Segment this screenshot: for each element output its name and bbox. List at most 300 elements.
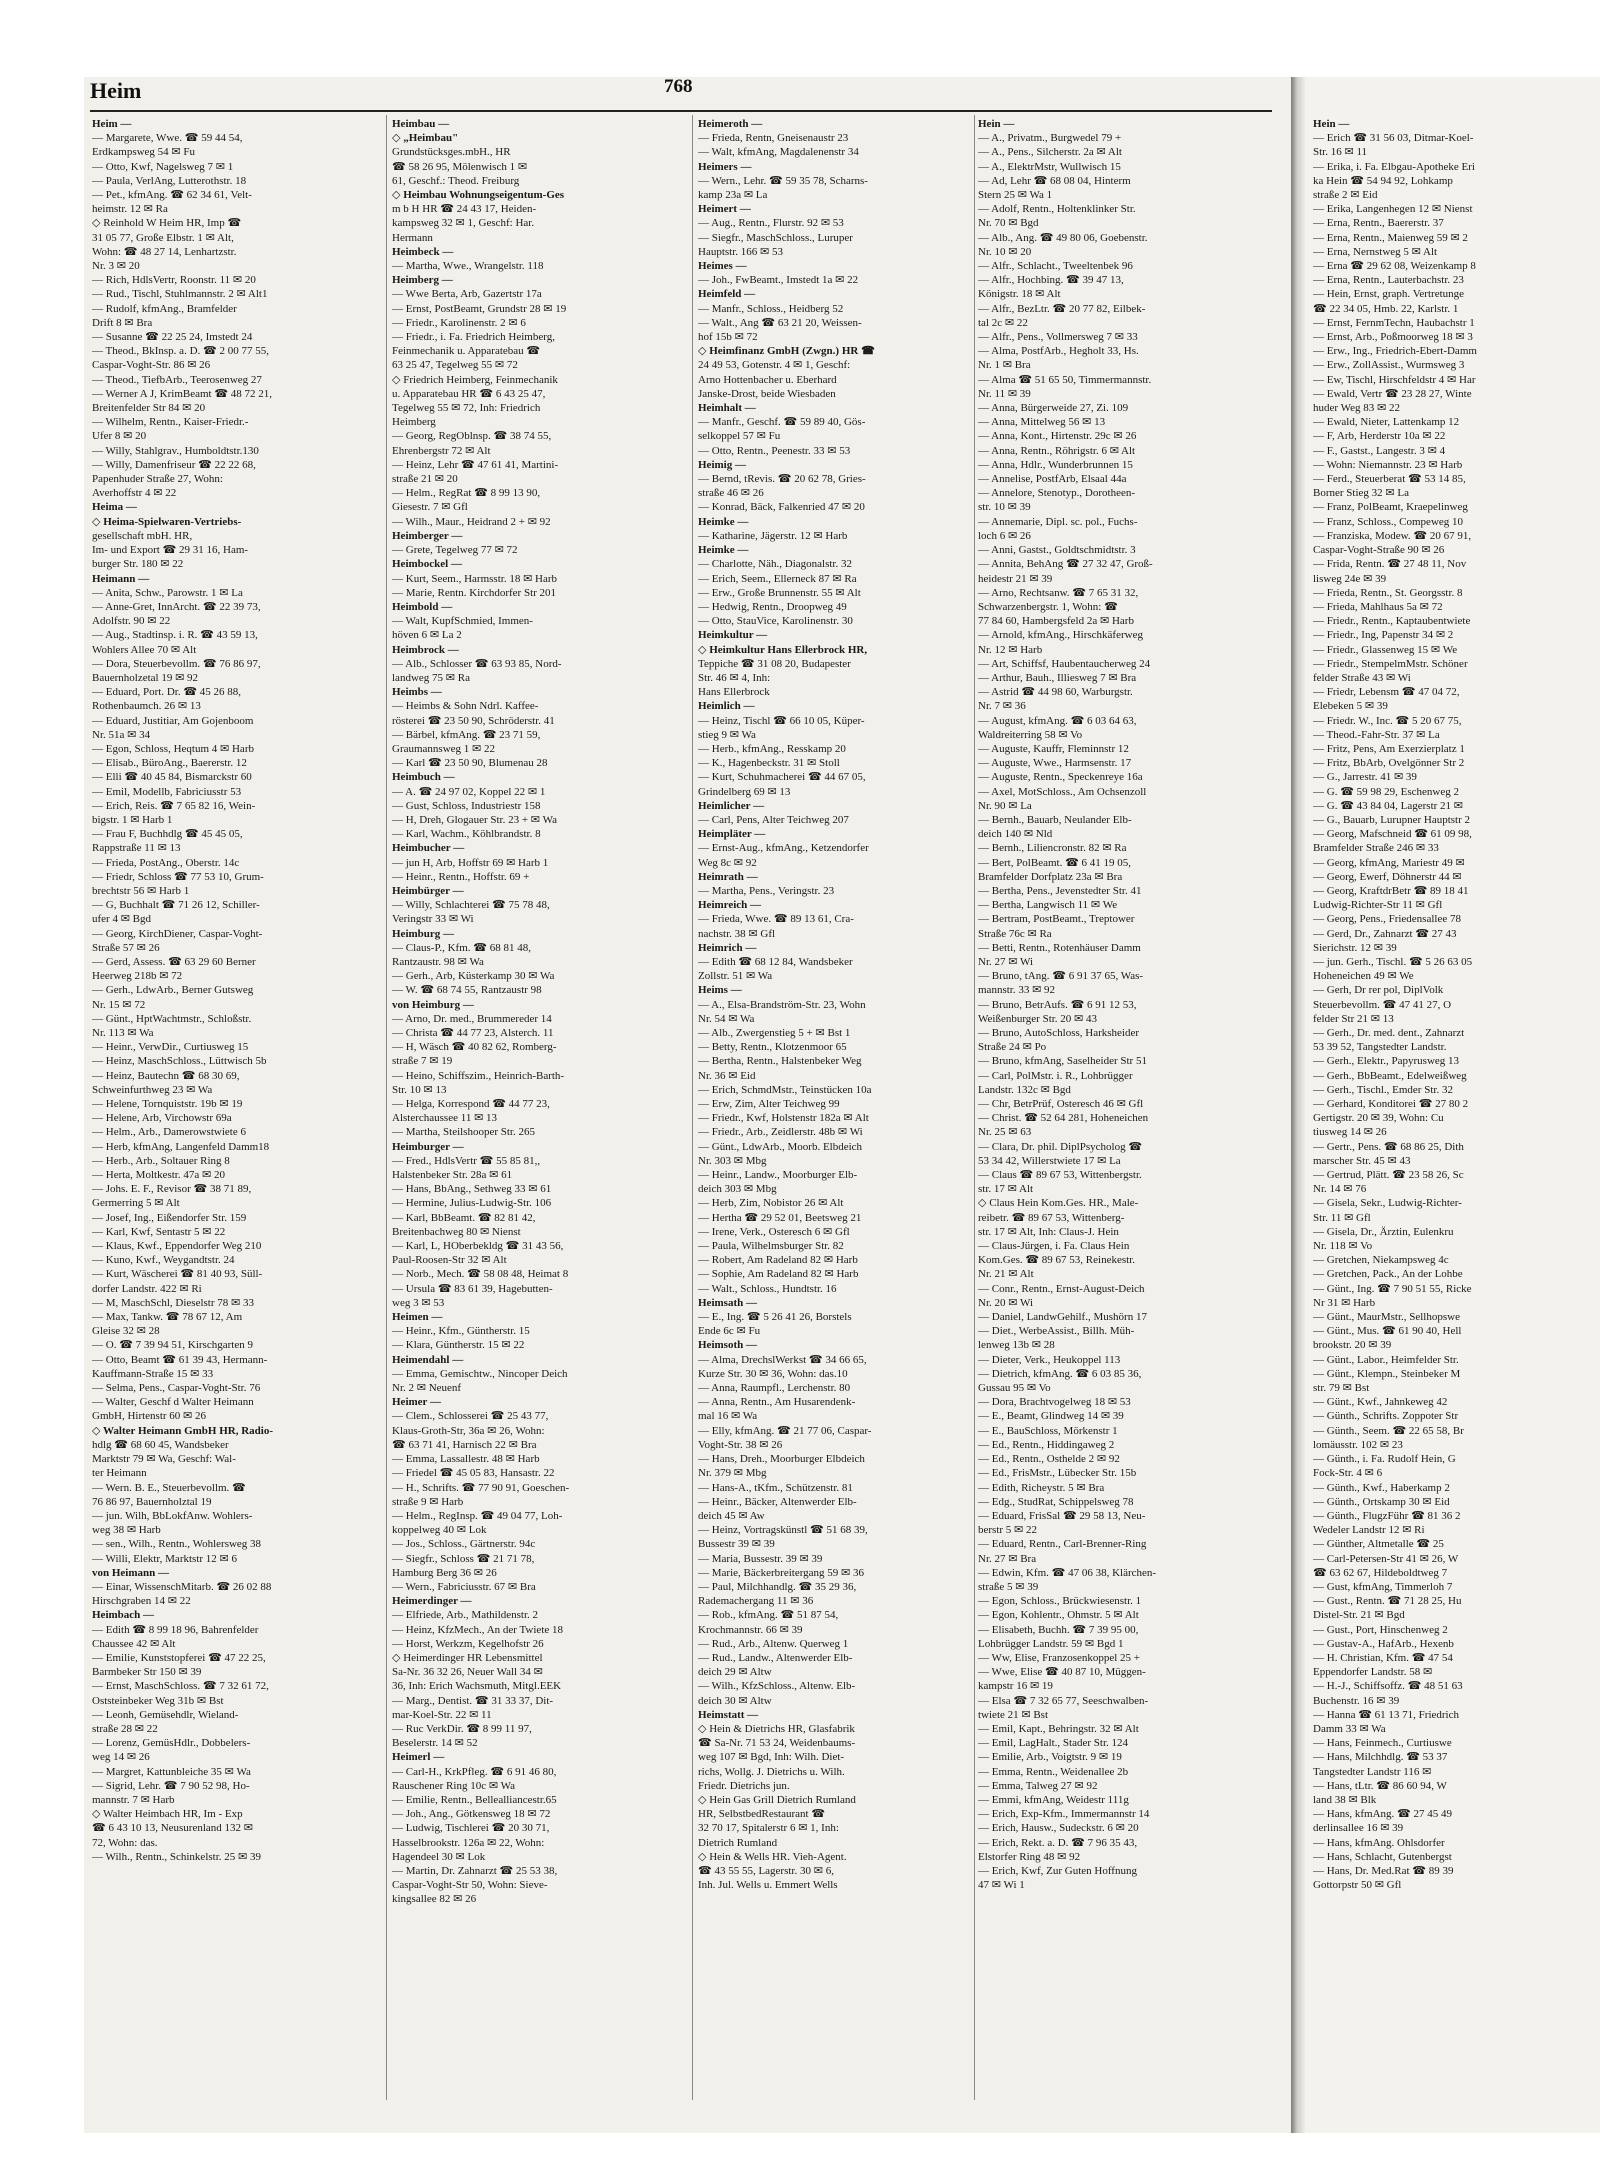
directory-entry: — Alfr., Pens., Vollmersweg 7 ✉ 33 — [978, 331, 1138, 344]
directory-entry: Hein — — [978, 118, 1015, 130]
directory-entry: — Bertha, Langwisch 11 ✉ We — [978, 899, 1118, 912]
directory-entry: — H.-J., Schiffsoffz. ☎ 48 51 63 — [1313, 1680, 1463, 1693]
directory-entry: Nr. 15 ✉ 72 — [92, 998, 146, 1011]
directory-entry: lenweg 13b ✉ 28 — [978, 1339, 1055, 1352]
directory-entry: — Friedr., Kwf, Holstenstr 182a ✉ Alt — [698, 1112, 869, 1125]
directory-entry: — Erw., Ing., Friedrich-Ebert-Damm — [1313, 345, 1477, 358]
header-rule — [90, 110, 1272, 112]
directory-entry: stieg 9 ✉ Wa — [698, 728, 756, 741]
directory-entry: — Emma, Rentn., Weidenallee 2b — [978, 1765, 1129, 1778]
directory-entry: — A., Elsa-Brandström-Str. 23, Wohn — [698, 998, 866, 1011]
directory-entry: — H. Christian, Kfm. ☎ 47 54 — [1313, 1651, 1453, 1664]
directory-entry: Hirschgraben 14 ✉ 22 — [92, 1595, 191, 1608]
directory-entry: — Fritz, Pens, Am Exerzierplatz 1 — [1313, 742, 1465, 755]
directory-entry: — August, kfmAng. ☎ 6 03 64 63, — [978, 714, 1137, 727]
directory-entry: — Ernst, Arb., Poßmoorweg 18 ✉ 3 — [1313, 331, 1473, 344]
directory-entry: Hoheneichen 49 ✉ We — [1313, 970, 1414, 983]
directory-entry: — Christa ☎ 44 77 23, Alsterch. 11 — [392, 1027, 554, 1039]
directory-entry: landweg 75 ✉ Ra — [392, 671, 470, 684]
directory-entry: — Anna, Hdlr., Wunderbrunnen 15 — [978, 458, 1133, 471]
directory-entry: Graumannsweg 1 ✉ 22 — [392, 742, 496, 755]
directory-entry: — Wilh., KfzSchloss., Altenw. Elb- — [698, 1680, 856, 1693]
directory-entry: Nr. 36 ✉ Eid — [698, 1069, 756, 1082]
directory-entry: — Anna, Rentn., Am Husarendenk- — [698, 1396, 856, 1409]
directory-entry: — Karl, L, HOberbekldg ☎ 31 43 56, — [392, 1240, 564, 1253]
directory-entry: — Heino, Schiffszim., Heinrich-Barth- — [392, 1069, 565, 1082]
directory-entry: — Rud., Tischl, Stuhlmannstr. 2 ✉ Alt1 — [92, 288, 268, 301]
directory-entry: ◇ Hein & Dietrichs HR, Glasfabrik — [698, 1722, 855, 1735]
directory-entry: — Günt., Klempn., Steinbeker M — [1313, 1367, 1461, 1380]
directory-entry: — Elisab., BüroAng., Baererstr. 12 — [92, 757, 247, 770]
directory-entry: — Friedr., Karolinenstr. 2 ✉ 6 — [392, 316, 526, 329]
directory-entry: Heimig — — [698, 458, 746, 471]
directory-entry: — Otto, Rentn., Peenestr. 33 ✉ 53 — [698, 444, 851, 457]
directory-entry: Heimburg — — [392, 927, 455, 940]
directory-entry: Heimlich — — [698, 700, 755, 713]
directory-entry: — G, Buchhalt ☎ 71 26 12, Schiller- — [92, 899, 260, 912]
directory-entry: — Hanna ☎ 61 13 71, Friedrich — [1313, 1708, 1459, 1721]
directory-entry: lisweg 24e ✉ 39 — [1313, 572, 1387, 585]
directory-entry: — G. ☎ 59 98 29, Eschenweg 2 — [1313, 785, 1459, 798]
directory-entry: — Aug., Rentn., Flurstr. 92 ✉ 53 — [698, 217, 844, 230]
directory-entry: — Theod.-Fahr-Str. 37 ✉ La — [1313, 728, 1440, 741]
directory-entry: — Günth., FlugzFühr ☎ 81 36 2 — [1313, 1509, 1461, 1522]
directory-entry: — Walt., Ang ☎ 63 21 20, Weissen- — [698, 316, 862, 329]
directory-entry: — Horst, Werkzm, Kegelhofstr 26 — [392, 1637, 544, 1650]
directory-entry: ◇ Walter Heimbach HR, Im - Exp — [92, 1808, 243, 1821]
directory-entry: — Johs. E. F., Revisor ☎ 38 71 89, — [92, 1183, 252, 1196]
directory-entry: — Ernst, MaschSchloss. ☎ 7 32 61 72, — [92, 1680, 269, 1693]
directory-entry: ◇ „Heimbau" — [392, 132, 459, 145]
directory-entry: weg 38 ✉ Harb — [92, 1524, 161, 1537]
directory-entry: — Egon, Schloss, Heqtum 4 ✉ Harb — [92, 742, 254, 755]
directory-entry: — Martin, Dr. Zahnarzt ☎ 25 53 38, — [392, 1864, 558, 1877]
directory-entry: — Heinz, Bautechn ☎ 68 30 69, — [92, 1069, 240, 1082]
directory-entry: — Günth., i. Fa. Rudolf Hein, G — [1313, 1453, 1456, 1466]
directory-entry: Weißenburger Str. 20 ✉ 43 — [978, 1012, 1098, 1025]
directory-entry: — Friedr., Ing, Papenstr 34 ✉ 2 — [1313, 629, 1454, 642]
directory-entry: rösterei ☎ 23 50 90, Schröderstr. 41 — [392, 714, 555, 727]
directory-column-3 — [698, 117, 982, 2107]
directory-entry: — Heimbs & Sohn Ndrl. Kaffee- — [392, 700, 539, 713]
directory-entry: Schwarzenbergstr. 1, Wohn: ☎ — [978, 600, 1118, 613]
directory-entry: — Gerh., Dr. med. dent., Zahnarzt — [1313, 1027, 1465, 1039]
directory-entry: Janske-Drost, beide Wiesbaden — [698, 387, 836, 400]
directory-entry: — Paula, VerlAng, Lutterothstr. 18 — [92, 174, 247, 187]
directory-entry: Chaussee 42 ✉ Alt — [92, 1637, 176, 1650]
directory-entry: Marktstr 79 ✉ Wa, Geschf: Wal- — [92, 1453, 236, 1466]
directory-entry: — Georg, KirchDiener, Caspar-Voght- — [92, 927, 263, 940]
directory-entry: — Theod., TiefbArb., Teerosenweg 27 — [92, 373, 262, 386]
directory-entry: — Joh., Ang., Götkensweg 18 ✉ 72 — [392, 1808, 551, 1821]
directory-entry: ka Hein ☎ 54 94 92, Lohkamp — [1313, 174, 1453, 187]
directory-entry: Heimberg — [392, 416, 436, 429]
directory-entry: weg 14 ✉ 26 — [92, 1751, 150, 1764]
directory-entry: Heimberg — — [392, 274, 453, 287]
directory-entry: Hermann — [392, 231, 433, 244]
directory-entry: — Katharine, Jägerstr. 12 ✉ Harb — [698, 529, 848, 542]
directory-entry: — Heinz, Tischl ☎ 66 10 05, Küper- — [698, 714, 865, 727]
directory-entry: berstr 5 ✉ 22 — [978, 1524, 1038, 1537]
directory-entry: Tangstedter Landstr 116 ✉ — [1313, 1765, 1432, 1778]
directory-entry: — Gisela, Dr., Ärztin, Eulenkru — [1313, 1225, 1454, 1238]
directory-entry: kampstr 16 ✉ 19 — [978, 1680, 1053, 1693]
directory-entry: — Gertrud, Plätt. ☎ 23 58 26, Sc — [1313, 1169, 1464, 1182]
directory-entry: Heimberger — — [392, 529, 463, 542]
directory-entry: Heimbs — — [392, 686, 442, 699]
directory-entry: — Helm., RegInsp. ☎ 49 04 77, Loh- — [392, 1509, 563, 1522]
directory-entry: — Lorenz, GemüsHdlr., Dobbelers- — [92, 1737, 251, 1750]
directory-entry: — Hans, Dreh., Moorburger Elbdeich — [698, 1453, 865, 1466]
directory-entry: — Elly, kfmAng. ☎ 21 77 06, Caspar- — [698, 1424, 872, 1437]
directory-entry: straße 7 ✉ 19 — [392, 1055, 453, 1068]
directory-entry: — Emil, LagHalt., Stader Str. 124 — [978, 1737, 1129, 1750]
directory-entry: 77 84 60, Hambergsfeld 2a ✉ Harb — [978, 615, 1134, 628]
directory-entry: — Willy, Schlachterei ☎ 75 78 48, — [392, 899, 550, 912]
directory-entry: Nr. 303 ✉ Mbg — [698, 1154, 767, 1167]
directory-entry: — F., Gastst., Langestr. 3 ✉ 4 — [1313, 444, 1446, 457]
directory-entry: — Bruno, kfmAng, Saselheider Str 51 — [978, 1055, 1147, 1068]
directory-entry: Nr. 118 ✉ Vo — [1313, 1240, 1373, 1253]
directory-entry: — Pet., kfmAng. ☎ 62 34 61, Velt- — [92, 189, 252, 202]
directory-entry: — Ewald, Nieter, Lattenkamp 12 — [1313, 416, 1460, 429]
directory-entry: — Emmi, kfmAng, Weidestr 111g — [978, 1793, 1129, 1806]
directory-entry: ☎ 6 43 10 13, Neusurenland 132 ✉ — [92, 1822, 254, 1835]
directory-entry: — Erna, Rentn., Baererstr. 37 — [1313, 217, 1444, 230]
directory-entry: — Arno, Dr. med., Brummereder 14 — [392, 1012, 552, 1025]
directory-entry: — Annelore, Stenotyp., Dorotheen- — [978, 487, 1136, 500]
directory-entry: — Günt., LdwArb., Moorb. Elbdeich — [698, 1140, 863, 1153]
directory-entry: Rantzaustr. 98 ✉ Wa — [392, 955, 484, 968]
directory-entry: — Eduard, Rentn., Carl-Brenner-Ring — [978, 1538, 1147, 1551]
directory-entry: Heimsoth — — [698, 1339, 757, 1352]
directory-entry: — Auguste, Kauffr, Fleminnstr 12 — [978, 742, 1129, 755]
directory-entry: — Carl-Petersen-Str 41 ✉ 26, W — [1313, 1552, 1459, 1565]
directory-entry: Heimkultur — — [698, 629, 768, 642]
directory-entry: kamp 23a ✉ La — [698, 189, 768, 202]
directory-entry: — Günt., Labor., Heimfelder Str. — [1313, 1353, 1459, 1366]
directory-entry: Giesestr. 7 ✉ Gfl — [392, 501, 468, 514]
directory-entry: — Daniel, LandwGehilf., Mushörn 17 — [978, 1311, 1147, 1324]
directory-entry: — Herb, Zim, Nobistor 26 ✉ Alt — [698, 1197, 844, 1210]
directory-entry: hdlg ☎ 68 60 45, Wandsbeker — [92, 1438, 229, 1451]
directory-entry: — Wern. B. E., Steuerbevollm. ☎ — [92, 1481, 246, 1494]
directory-entry: — Claus ☎ 89 67 53, Wittenbergstr. — [978, 1169, 1142, 1182]
directory-entry: Heimpläter — — [698, 828, 766, 841]
directory-entry: Bramfelder Straße 246 ✉ 33 — [1313, 842, 1439, 855]
directory-entry: Erdkampsweg 54 ✉ Fu — [92, 146, 196, 159]
directory-entry: — Wwe Berta, Arb, Gazertstr 17a — [392, 288, 542, 301]
directory-entry: deich 29 ✉ Altw — [698, 1666, 772, 1679]
directory-entry: — Georg, Pens., Friedensallee 78 — [1313, 913, 1461, 926]
directory-entry: ◇ Reinhold W Heim HR, Imp ☎ — [92, 217, 242, 230]
directory-entry: — Hans, Feinmech., Curtiuswe — [1313, 1737, 1452, 1750]
directory-entry: — Herb., kfmAng., Resskamp 20 — [698, 742, 846, 755]
directory-entry: — Wern., Lehr. ☎ 59 35 78, Scharns- — [698, 174, 868, 187]
directory-entry: — Betty, Rentn., Klotzenmoor 65 — [698, 1041, 847, 1054]
directory-entry: — Annemarie, Dipl. sc. pol., Fuchs- — [978, 515, 1138, 528]
directory-entry: — Ed., FrisMstr., Lübecker Str. 15b — [978, 1467, 1137, 1480]
directory-entry: — Ew, Tischl, Hirschfeldstr 4 ✉ Har — [1313, 373, 1476, 386]
directory-entry: — Ernst-Aug., kfmAng., Ketzendorfer — [698, 842, 869, 855]
directory-entry: Hamburg Berg 36 ✉ 26 — [392, 1566, 497, 1579]
directory-entry: huder Weg 83 ✉ 22 — [1313, 402, 1400, 415]
directory-entry: — Egon, Kohlentr., Ohmstr. 5 ✉ Alt — [978, 1609, 1139, 1622]
directory-entry: — Clem., Schlosserei ☎ 25 43 77, — [392, 1410, 549, 1423]
directory-entry: — Karl, BbBeamt. ☎ 82 81 42, — [392, 1211, 536, 1224]
directory-entry: — Emilie, Kunststopferei ☎ 47 22 25, — [92, 1651, 266, 1664]
directory-entry: Bramfelder Dorfplatz 23a ✉ Bra — [978, 870, 1123, 883]
directory-entry: — Emilie, Rentn., Belleallianсestr.65 — [392, 1793, 557, 1806]
directory-entry: — Annita, BehAng ☎ 27 32 47, Groß- — [978, 558, 1153, 571]
directory-entry: Nr. 51a ✉ 34 — [92, 728, 151, 741]
directory-entry: mal 16 ✉ Wa — [698, 1410, 758, 1423]
directory-entry: — Kurt, Schuhmacherei ☎ 44 67 05, — [698, 771, 866, 784]
directory-entry: ☎ 58 26 95, Mölenwisch 1 ✉ — [392, 160, 528, 173]
directory-entry: — Friedr, Schloss ☎ 77 53 10, Grum- — [92, 870, 264, 883]
directory-entry: — Georg, Mafschneid ☎ 61 09 98, — [1313, 828, 1472, 841]
directory-entry: Heimreich — — [698, 899, 762, 912]
directory-entry: Heimfeld — — [698, 288, 756, 301]
directory-entry: Nr. 7 ✉ 36 — [978, 700, 1026, 713]
directory-entry: — Friedr, Lebensm ☎ 47 04 72, — [1313, 686, 1460, 699]
directory-entry: — Georg, KraftdrBetr ☎ 89 18 41 — [1313, 884, 1469, 897]
directory-entry: — Heinr., Rentn., Hoffstr. 69 + — [392, 870, 530, 883]
directory-entry: Str. 11 ✉ Gfl — [1313, 1211, 1371, 1224]
directory-entry: burger Str. 180 ✉ 22 — [92, 558, 184, 571]
directory-entry: Gottorpstr 50 ✉ Gfl — [1313, 1879, 1402, 1892]
directory-entry: — Rud., Arb., Altenw. Querweg 1 — [698, 1637, 849, 1650]
directory-entry: — Werner A J, KrimBeamt ☎ 48 72 21, — [92, 387, 273, 400]
directory-column-1 — [92, 117, 378, 2107]
directory-entry: — Heinz, Vortragskünstl ☎ 51 68 39, — [698, 1524, 868, 1537]
directory-entry: Teppiche ☎ 31 08 20, Budapester — [698, 657, 851, 670]
directory-entry: — Ed., Rentn., Hiddingaweg 2 — [978, 1438, 1115, 1451]
directory-entry: kingsallee 82 ✉ 26 — [392, 1893, 477, 1906]
directory-entry: — Aug., Stadtinsp. i. R. ☎ 43 59 13, — [92, 629, 258, 642]
directory-entry: Nr. 27 ✉ Wi — [978, 955, 1034, 968]
directory-entry: Bussestr 39 ✉ 39 — [698, 1538, 775, 1551]
directory-entry: ☎ 63 62 67, Hildeboldtweg 7 — [1313, 1566, 1448, 1579]
directory-entry: — jun. Wilh, BbLokfAnw. Wohlers- — [92, 1509, 253, 1522]
directory-entry: — Helga, Korrespond ☎ 44 77 23, — [392, 1098, 550, 1111]
directory-entry: — Heinr., Landw., Moorburger Elb- — [698, 1169, 858, 1182]
directory-entry: Sa-Nr. 36 32 26, Neuer Wall 34 ✉ — [392, 1666, 543, 1679]
directory-entry: — Helene, Tornquiststr. 19b ✉ 19 — [92, 1098, 243, 1111]
directory-entry: Gleise 32 ✉ 28 — [92, 1325, 160, 1338]
directory-entry: lomäusstr. 102 ✉ 23 — [1313, 1438, 1403, 1451]
directory-entry: Klaus-Groth-Str, 36a ✉ 26, Wohn: — [392, 1424, 545, 1437]
directory-entry: Nr. 27 ✉ Bra — [978, 1552, 1037, 1565]
directory-entry: — Anni, Gastst., Goldtschmidtstr. 3 — [978, 544, 1136, 557]
directory-entry: Caspar-Voght-Str 50, Wohn: Sieve- — [392, 1879, 548, 1892]
directory-entry: — Axel, MotSchloss., Am Ochsenzoll — [978, 785, 1147, 798]
directory-column-4 — [978, 117, 1278, 2107]
directory-entry: — Erw, Zim, Alter Teichweg 99 — [698, 1098, 840, 1111]
directory-entry: straße 21 ✉ 20 — [392, 473, 458, 486]
directory-entry: Nr. 21 ✉ Alt — [978, 1268, 1034, 1281]
directory-entry: — Otto, Beamt ☎ 61 39 43, Hermann- — [92, 1353, 268, 1366]
directory-entry: Heimbürger — — [392, 884, 464, 897]
directory-entry: — Erich ☎ 31 56 03, Ditmar-Koel- — [1313, 132, 1474, 145]
directory-entry: — Alma ☎ 51 65 50, Timmermannstr. — [978, 373, 1152, 386]
directory-entry: Hein — — [1313, 118, 1350, 130]
directory-entry: Steuerbevollm. ☎ 47 41 27, O — [1313, 998, 1452, 1011]
directory-entry: Inh. Jul. Wells u. Emmert Wells — [698, 1879, 838, 1892]
directory-entry: Nr. 54 ✉ Wa — [698, 1012, 755, 1025]
directory-entry: selkoppel 57 ✉ Fu — [698, 430, 781, 443]
directory-entry: Straße 24 ✉ Po — [978, 1041, 1047, 1054]
directory-entry: Heimbrock — — [392, 643, 459, 656]
directory-entry: — Marg., Dentist. ☎ 31 33 37, Dit- — [392, 1694, 554, 1707]
directory-entry: — Bernh., Bauarb, Neulander Elb- — [978, 813, 1132, 826]
directory-entry: — Heinr., VerwDir., Curtiusweg 15 — [92, 1041, 249, 1054]
directory-entry: — Frieda, Rentn., St. Georgsstr. 8 — [1313, 586, 1463, 599]
directory-entry: — Sophie, Am Radeland 82 ✉ Harb — [698, 1268, 859, 1281]
directory-entry: ☎ 63 71 41, Harnisch 22 ✉ Bra — [392, 1438, 537, 1451]
directory-entry: — Gerd, Assess. ☎ 63 29 60 Berner — [92, 955, 256, 968]
directory-entry: — Max, Tankw. ☎ 78 67 12, Am — [92, 1311, 243, 1324]
directory-entry: Königstr. 18 ✉ Alt — [978, 288, 1061, 301]
directory-entry: — A., Pens., Silcherstr. 2a ✉ Alt — [978, 146, 1122, 159]
directory-entry: 63 25 47, Tegelweg 55 ✉ 72 — [392, 359, 518, 372]
directory-entry: Feinmechanik u. Apparatebau ☎ — [392, 345, 541, 358]
directory-entry: — Hedwig, Rentn., Droopweg 49 — [698, 600, 847, 613]
directory-entry: Buchenstr. 16 ✉ 39 — [1313, 1694, 1400, 1707]
directory-entry: Averhoffstr 4 ✉ 22 — [92, 487, 177, 500]
directory-entry: ◇ Hein Gas Grill Dietrich Rumland — [698, 1793, 856, 1806]
directory-entry: — Gretchen, Niekampsweg 4c — [1313, 1254, 1449, 1267]
directory-entry: ☎ 22 34 05, Hmb. 22, Karlstr. 1 — [1313, 302, 1459, 315]
directory-entry: Heimes — — [698, 260, 747, 273]
directory-entry: — Wilh., Maur., Heidrand 2 + ✉ 92 — [392, 515, 551, 528]
directory-entry: nachstr. 38 ✉ Gfl — [698, 927, 776, 940]
directory-entry: — Friedr., Glassenweg 15 ✉ We — [1313, 643, 1458, 656]
directory-entry: — Paul, Milchhandlg. ☎ 35 29 36, — [698, 1580, 857, 1593]
directory-entry: — Willi, Elektr, Marktstr 12 ✉ 6 — [92, 1552, 238, 1565]
directory-entry: — Ad, Lehr ☎ 68 08 04, Hinterm — [978, 174, 1131, 187]
directory-entry: — Gerh., Tischl., Emder Str. 32 — [1313, 1083, 1453, 1096]
directory-entry: weg 107 ✉ Bgd, Inh: Wilh. Diet- — [698, 1751, 845, 1764]
directory-entry: str. 17 ✉ Alt — [978, 1183, 1034, 1196]
directory-entry: — Bertha, Pens., Jevenstedter Str. 41 — [978, 884, 1142, 897]
directory-entry: land 38 ✉ Blk — [1313, 1793, 1377, 1806]
directory-entry: Heimann — — [92, 572, 150, 585]
directory-entry: straße 46 ✉ 26 — [698, 487, 764, 500]
directory-entry: ◇ Heimerdinger HR Lebensmittel — [392, 1651, 543, 1664]
directory-entry: Heimen — — [392, 1311, 443, 1324]
directory-entry: — Günth., Kwf., Haberkamp 2 — [1313, 1481, 1450, 1494]
directory-entry: Str. 16 ✉ 11 — [1313, 146, 1368, 159]
directory-entry: — Günt., MaurMstr., Sellhopswe — [1313, 1311, 1460, 1324]
running-head: Heim — [90, 78, 142, 103]
directory-entry: — A., Privatm., Burgwedel 79 + — [978, 132, 1122, 145]
directory-entry: mannstr. 7 ✉ Harb — [92, 1793, 175, 1806]
directory-entry: Heimstatt — — [698, 1708, 759, 1721]
directory-entry: — Gustav-A., HafArb., Hexenb — [1313, 1637, 1454, 1650]
directory-entry: — Erich, Hausw., Sudeckstr. 6 ✉ 20 — [978, 1822, 1139, 1835]
directory-entry: Nr 31 ✉ Harb — [1313, 1296, 1376, 1309]
directory-entry: — Erna, Rentn., Lauterbachstr. 23 — [1313, 274, 1464, 287]
directory-entry: — Maria, Bussestr. 39 ✉ 39 — [698, 1552, 823, 1565]
directory-entry: brechtstr 56 ✉ Harb 1 — [92, 884, 190, 897]
directory-entry: — Erich, Reis. ☎ 7 65 82 16, Wein- — [92, 799, 256, 812]
directory-entry: — Alb., Schlosser ☎ 63 93 85, Nord- — [392, 657, 562, 670]
directory-entry: — Gust., Port, Hinschenweg 2 — [1313, 1623, 1448, 1636]
directory-entry: — Martha, Pens., Veringstr. 23 — [698, 884, 835, 897]
directory-entry: Heimendahl — — [392, 1353, 464, 1366]
directory-entry: — Conr., Rentn., Ernst-August-Deich — [978, 1282, 1145, 1295]
directory-entry: Voght-Str. 38 ✉ 26 — [698, 1438, 783, 1451]
directory-entry: derlinsallee 16 ✉ 39 — [1313, 1822, 1404, 1835]
directory-entry: deich 303 ✉ Mbg — [698, 1183, 777, 1196]
directory-entry: — Egon, Schloss., Brückwiesenstr. 1 — [978, 1595, 1142, 1608]
directory-entry: — Wwe, Elise ☎ 40 87 10, Müggen- — [978, 1666, 1146, 1679]
directory-entry: — Gerh., BbBeamt., Edelweißweg — [1313, 1069, 1467, 1082]
directory-entry: — Auguste, Wwe., Harmsenstr. 17 — [978, 757, 1132, 770]
directory-entry: ☎ Sa-Nr. 71 53 24, Weidenbaums- — [698, 1737, 856, 1750]
directory-entry: — Art, Schiffsf, Haubentaucherweg 24 — [978, 657, 1151, 670]
directory-entry: Heimer — — [392, 1396, 441, 1409]
directory-entry: — Joh., FwBeamt., Imstedt 1a ✉ 22 — [698, 274, 859, 287]
directory-entry: — Friedr., StempelmMstr. Schöner — [1313, 657, 1468, 670]
directory-entry: — Günther, Altmetalle ☎ 25 — [1313, 1538, 1444, 1551]
directory-entry: Breitenbachweg 80 ✉ Nienst — [392, 1225, 521, 1238]
directory-entry: ufer 4 ✉ Bgd — [92, 913, 152, 926]
directory-entry: — Frieda, PostAng., Oberstr. 14c — [92, 856, 240, 869]
directory-entry: Halstenbeker Str. 28a ✉ 61 — [392, 1169, 513, 1182]
directory-entry: 53 34 42, Willerstwiete 17 ✉ La — [978, 1154, 1121, 1167]
directory-entry: Ludwig-Richter-Str 11 ✉ Gfl — [1313, 899, 1443, 912]
directory-entry: — Walt., Schloss., Hundtstr. 16 — [698, 1282, 837, 1295]
directory-entry: — Christ. ☎ 52 64 281, Hoheneichen — [978, 1112, 1149, 1125]
directory-entry: richs, Wollg. J. Dietrichs u. Wilh. — [698, 1765, 845, 1778]
directory-entry: Sierichstr. 12 ✉ 39 — [1313, 941, 1397, 954]
directory-entry: straße 28 ✉ 22 — [92, 1722, 158, 1735]
directory-entry: — Friedr. W., Inc. ☎ 5 20 67 75, — [1313, 714, 1462, 727]
directory-entry: — Emma, Lassallestr. 48 ✉ Harb — [392, 1453, 540, 1466]
directory-entry: — Gertr., Pens. ☎ 68 86 25, Dith — [1313, 1140, 1464, 1153]
directory-entry: Kom.Ges. ☎ 89 67 53, Reinekestr. — [978, 1254, 1135, 1267]
directory-entry: Nr. 379 ✉ Mbg — [698, 1467, 767, 1480]
directory-entry: — Günth., Seem. ☎ 22 65 58, Br — [1313, 1424, 1464, 1437]
directory-entry: — Hans, kfmAng. Ohlsdorfer — [1313, 1836, 1445, 1849]
directory-entry: — Karl ☎ 23 50 90, Blumenau 28 — [392, 757, 548, 770]
directory-entry: — Carl, Pens, Alter Teichweg 207 — [698, 813, 849, 826]
directory-entry: — Klaus, Kwf., Eppendorfer Weg 210 — [92, 1240, 262, 1253]
directory-entry: str. 17 ✉ Alt, Inh: Claus-J. Hein — [978, 1225, 1119, 1238]
directory-entry: — Jos., Schloss., Gärtnerstr. 94c — [392, 1538, 536, 1551]
directory-entry: — Alb., Zwergenstieg 5 + ✉ Bst 1 — [698, 1027, 851, 1039]
directory-entry: — Friedr., Rentn., Kaptaubentwiete — [1313, 615, 1471, 628]
directory-entry: — Georg, RegOblnsp. ☎ 38 74 55, — [392, 430, 552, 443]
directory-entry: — Klara, Güntherstr. 15 ✉ 22 — [392, 1339, 525, 1352]
directory-entry: Barmbeker Str 150 ✉ 39 — [92, 1666, 202, 1679]
book-gutter — [1291, 77, 1305, 2133]
directory-entry: — Erw., ZollAssist., Wurmsweg 3 — [1313, 359, 1465, 372]
directory-entry: Gertigstr. 20 ✉ 39, Wohn: Cu — [1313, 1112, 1444, 1125]
directory-entry: ter Heimann — [92, 1467, 147, 1480]
directory-entry: — Gerh., Elektr., Papyrusweg 13 — [1313, 1055, 1460, 1068]
directory-entry: Dietrich Rumland — [698, 1836, 778, 1849]
directory-entry: Heimburger — — [392, 1140, 464, 1153]
directory-entry: Hasselbrookstr. 126a ✉ 22, Wohn: — [392, 1836, 545, 1849]
directory-entry: — Erna ☎ 29 62 08, Weizenkamp 8 — [1313, 260, 1476, 273]
directory-entry: — Helm., Arb., Damerowstwiete 6 — [92, 1126, 246, 1139]
directory-entry: Heimerl — — [392, 1751, 445, 1764]
directory-entry: — Bruno, AutoSchloss, Harksheider — [978, 1027, 1140, 1039]
directory-entry: — Rich, HdlsVertr, Roonstr. 11 ✉ 20 — [92, 274, 256, 287]
